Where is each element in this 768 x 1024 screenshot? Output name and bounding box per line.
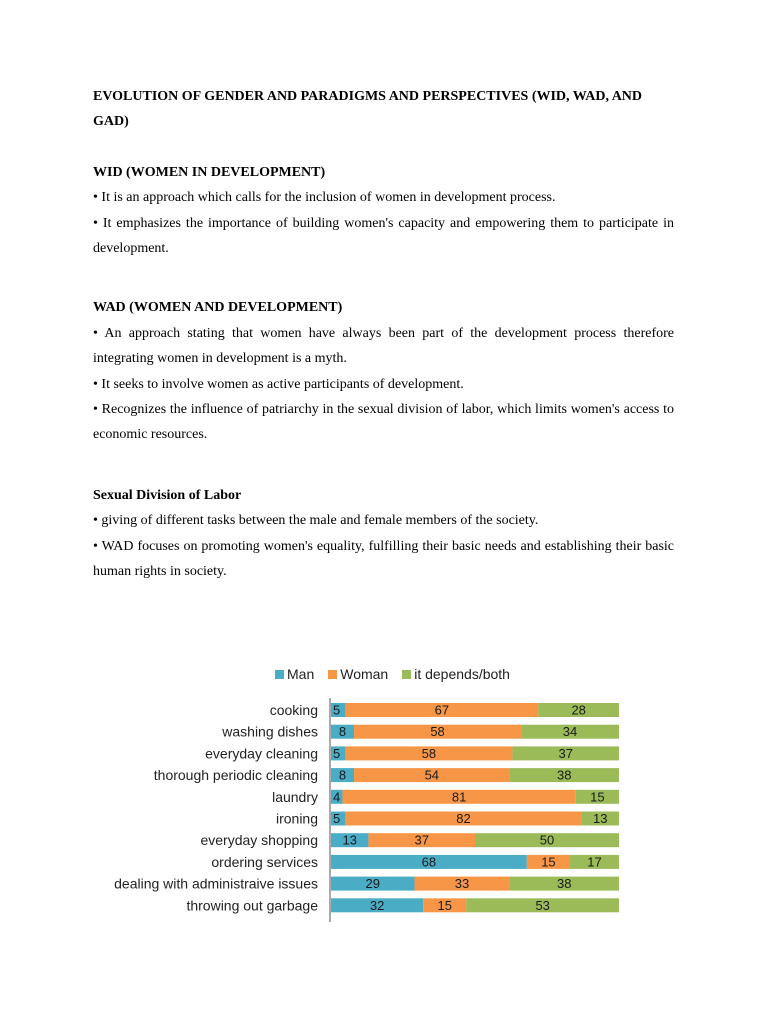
- category-label: dealing with administraive issues: [114, 875, 318, 892]
- section-heading-sexual-division: Sexual Division of Labor: [93, 487, 242, 503]
- data-label: 37: [414, 832, 429, 848]
- data-label: 53: [535, 897, 550, 913]
- bullet-paragraph: • giving of different tasks between the male and female members of the society.: [93, 513, 539, 529]
- data-label: 5: [333, 745, 341, 761]
- data-label: 34: [562, 724, 578, 740]
- data-label: 13: [342, 832, 357, 848]
- bullet-paragraph: • Recognizes the influence of patriarchy in the sexual division of labor, which limits women's access to economic resources.: [93, 402, 674, 443]
- data-label: 8: [338, 767, 347, 783]
- data-label: 33: [454, 876, 470, 892]
- data-label: 68: [421, 854, 437, 870]
- data-label: 28: [571, 702, 586, 718]
- bullet-paragraph: • It emphasizes the importance of building women's capacity and empowering them to participate in development.: [93, 215, 674, 257]
- section-heading-wad: WAD (WOMEN AND DEVELOPMENT): [93, 300, 343, 316]
- data-label: 58: [430, 724, 445, 740]
- legend-label: Man: [287, 666, 315, 682]
- data-label: 67: [434, 702, 450, 718]
- data-label: 17: [587, 854, 602, 870]
- bullet-paragraph: • It is an approach which calls for the inclusion of women in development process.: [93, 190, 556, 206]
- bullet-paragraph: • WAD focuses on promoting women's equality, fulfilling their basic needs and establishing their basic human rights in society.: [93, 538, 674, 580]
- data-label: 15: [590, 789, 605, 805]
- data-label: 32: [369, 897, 385, 913]
- document-title: EVOLUTION OF GENDER AND PARADIGMS AND PERSPECTIVES (WID, WAD, AND GAD): [93, 89, 643, 130]
- data-label: 38: [557, 876, 572, 892]
- data-label: 8: [338, 724, 347, 740]
- chart-plot: [100, 660, 640, 930]
- bullet-paragraph: • It seeks to involve women as active participants of development.: [93, 376, 464, 392]
- category-label: throwing out garbage: [186, 897, 318, 914]
- legend-label: Woman: [340, 666, 389, 682]
- data-label: 29: [365, 876, 380, 892]
- category-label: ironing: [275, 810, 318, 827]
- data-label: 13: [593, 811, 608, 826]
- data-label: 58: [421, 745, 437, 761]
- division-of-labor-chart: [100, 660, 640, 930]
- category-label: cooking: [269, 702, 318, 718]
- category-label: everyday shopping: [200, 832, 318, 849]
- category-label: everyday cleaning: [205, 745, 318, 762]
- data-label: 5: [333, 811, 341, 826]
- data-label: 5: [333, 702, 341, 718]
- category-label: laundry: [272, 788, 318, 805]
- data-label: 50: [539, 832, 555, 848]
- data-label: 4: [333, 789, 341, 805]
- category-label: ordering services: [211, 853, 318, 870]
- data-label: 15: [437, 897, 452, 913]
- section-heading-wid: WID (WOMEN IN DEVELOPMENT): [93, 164, 326, 180]
- category-label: thorough periodic cleaning: [153, 767, 318, 784]
- data-label: 82: [456, 811, 471, 826]
- data-label: 15: [541, 854, 556, 870]
- legend-label: it depends/both: [414, 666, 510, 682]
- data-label: 38: [557, 767, 572, 783]
- data-label: 54: [424, 767, 440, 783]
- data-label: 81: [451, 789, 467, 805]
- bullet-paragraph: • An approach stating that women have always been part of the development process therefore integrating women in development is a myth.: [93, 325, 674, 367]
- data-label: 37: [558, 745, 573, 761]
- document-body: [93, 84, 674, 585]
- category-label: washing dishes: [222, 723, 318, 740]
